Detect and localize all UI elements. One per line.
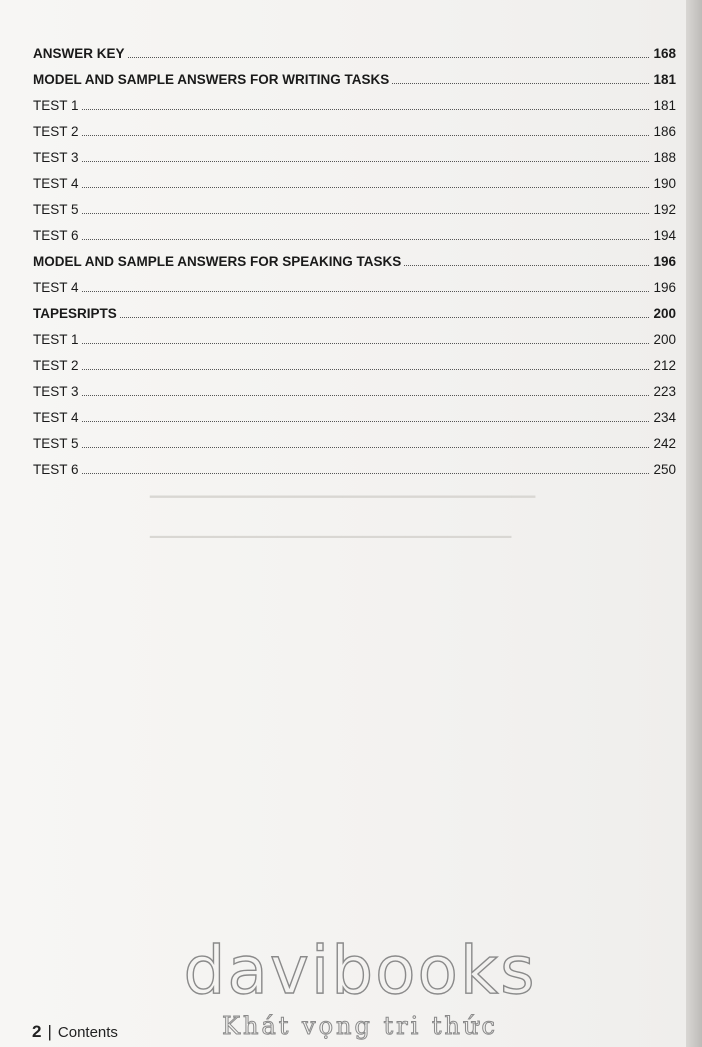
toc-entry-label: TEST 1 — [33, 97, 79, 113]
toc-dot-leader — [82, 461, 649, 474]
toc-entry-page: 181 — [653, 71, 676, 87]
toc-entry-page: 223 — [653, 383, 676, 399]
toc-dot-leader — [82, 201, 649, 214]
toc-entry — [33, 170, 676, 196]
toc-dot-leader — [82, 227, 649, 240]
toc-dot-leader — [128, 45, 649, 58]
toc-entry — [33, 430, 676, 456]
toc-entry-label: TEST 5 — [33, 201, 79, 217]
toc-dot-leader — [120, 305, 649, 318]
toc-dot-leader — [82, 123, 649, 136]
toc-entry-label: TEST 3 — [33, 383, 79, 399]
toc-entry-page: 188 — [653, 149, 676, 165]
toc-entry-label: ANSWER KEY — [33, 45, 125, 61]
toc-entry — [33, 118, 676, 144]
toc-entry — [33, 274, 676, 300]
page-number: 2 — [32, 1022, 42, 1041]
toc-heading-entry — [33, 66, 676, 92]
toc-dot-leader — [82, 149, 649, 162]
toc-entry-label: TEST 1 — [33, 331, 79, 347]
toc-entry-label: TEST 4 — [33, 175, 79, 191]
toc-entry-label: TEST 5 — [33, 435, 79, 451]
toc-entry — [33, 92, 676, 118]
toc-entry — [33, 456, 676, 482]
show-through-heading: ──────────────── — [150, 478, 536, 515]
toc-dot-leader — [82, 97, 649, 110]
toc-heading-entry — [33, 248, 676, 274]
toc-entry — [33, 326, 676, 352]
show-through-subheading: ───────────────── — [150, 520, 512, 553]
toc-entry — [33, 196, 676, 222]
toc-entry — [33, 144, 676, 170]
toc-entry-label: TEST 6 — [33, 461, 79, 477]
page-footer — [32, 1022, 118, 1042]
watermark-brand: davibooks — [183, 932, 537, 1009]
toc-entry-label: MODEL AND SAMPLE ANSWERS FOR SPEAKING TASKS — [33, 253, 402, 269]
toc-entry-page: 196 — [653, 253, 676, 269]
toc-entry-page: 196 — [653, 279, 676, 295]
toc-entry-page: 200 — [653, 305, 676, 321]
toc-entry-page: 200 — [653, 331, 676, 347]
toc-entry-page: 194 — [653, 227, 676, 243]
toc-dot-leader — [82, 435, 649, 448]
toc-entry-page: 186 — [653, 123, 676, 139]
toc-entry-page: 250 — [653, 461, 676, 477]
toc-dot-leader — [404, 253, 649, 266]
toc-heading-entry — [33, 40, 676, 66]
toc-entry-page: 181 — [653, 97, 676, 113]
toc-entry — [33, 222, 676, 248]
toc-heading-entry — [33, 300, 676, 326]
watermark-tagline: Khát vọng tri thức — [222, 1012, 498, 1040]
toc-entry — [33, 352, 676, 378]
toc-entry-label: TEST 4 — [33, 409, 79, 425]
watermark-logo — [150, 932, 570, 1040]
toc-entry — [33, 404, 676, 430]
table-of-contents — [33, 40, 676, 482]
toc-dot-leader — [82, 279, 649, 292]
toc-entry-label: MODEL AND SAMPLE ANSWERS FOR WRITING TASKS — [33, 71, 390, 87]
toc-entry — [33, 378, 676, 404]
toc-dot-leader — [82, 175, 649, 188]
page-edge-shadow — [686, 0, 702, 1047]
toc-entry-page: 234 — [653, 409, 676, 425]
toc-entry-label: TAPESRIPTS — [33, 305, 117, 321]
toc-dot-leader — [82, 357, 649, 370]
toc-entry-page: 212 — [653, 357, 676, 373]
toc-entry-label: TEST 3 — [33, 149, 79, 165]
toc-entry-label: TEST 6 — [33, 227, 79, 243]
toc-entry-label: TEST 2 — [33, 357, 79, 373]
toc-dot-leader — [82, 383, 649, 396]
toc-dot-leader — [392, 71, 649, 84]
toc-entry-page: 242 — [653, 435, 676, 451]
toc-dot-leader — [82, 409, 649, 422]
footer-section-label: Contents — [57, 1023, 118, 1041]
toc-entry-page: 190 — [653, 175, 676, 191]
toc-entry-page: 168 — [653, 45, 676, 61]
toc-entry-label: TEST 4 — [33, 279, 79, 295]
toc-entry-page: 192 — [653, 201, 676, 217]
toc-entry-label: TEST 2 — [33, 123, 79, 139]
toc-dot-leader — [82, 331, 649, 344]
footer-separator: | — [47, 1022, 52, 1041]
